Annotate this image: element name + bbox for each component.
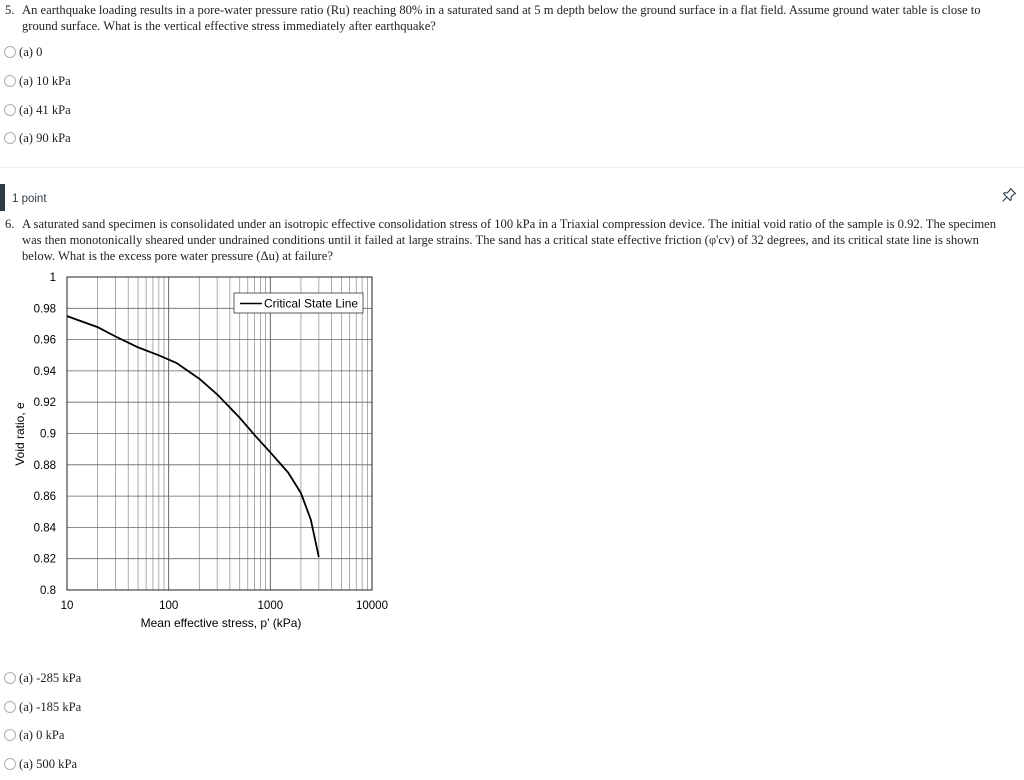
y-tick-label: 0.9 bbox=[40, 428, 56, 441]
question-6-text bbox=[5, 216, 1010, 264]
x-tick-label: 100 bbox=[159, 600, 179, 612]
radio-button[interactable] bbox=[4, 701, 16, 713]
radio-button[interactable] bbox=[4, 132, 16, 144]
q5-option-4[interactable] bbox=[4, 130, 71, 146]
chart-legend bbox=[234, 293, 363, 313]
y-tick-label: 0.82 bbox=[33, 553, 56, 566]
chart-series bbox=[67, 316, 319, 557]
radio-button[interactable] bbox=[4, 758, 16, 770]
radio-button[interactable] bbox=[4, 104, 16, 116]
q5-option-3-label: (a) 41 kPa bbox=[19, 102, 71, 117]
q5-option-1-label: (a) 0 bbox=[19, 44, 43, 59]
critical-state-chart bbox=[0, 266, 420, 646]
q6-option-2-label: (a) -185 kPa bbox=[19, 699, 82, 714]
y-tick-label: 0.92 bbox=[33, 397, 56, 410]
q6-option-4-label: (a) 500 kPa bbox=[19, 756, 78, 771]
q6-option-4[interactable] bbox=[4, 756, 77, 772]
x-tick-label: 10 bbox=[60, 600, 74, 612]
question-6-points: 1 point bbox=[12, 193, 47, 205]
x-tick-labels bbox=[61, 600, 388, 612]
question-5-body: An earthquake loading results in a pore-water pressure ratio (Ru) reaching 80% in a saturated sand at 5 m depth below the ground surface in a flat field. Assume ground water table is close to ground surface. What is the vertical effective stress immediately after earthquake? bbox=[22, 3, 981, 33]
chart-grid bbox=[67, 277, 372, 590]
q6-option-3[interactable] bbox=[4, 727, 64, 743]
q5-option-1[interactable] bbox=[4, 44, 42, 60]
pin-icon[interactable] bbox=[1000, 186, 1018, 204]
q5-option-4-label: (a) 90 kPa bbox=[19, 130, 71, 145]
y-tick-label: 0.98 bbox=[33, 303, 56, 316]
radio-button[interactable] bbox=[4, 672, 16, 684]
x-tick-label: 10000 bbox=[356, 600, 388, 612]
y-tick-label: 0.86 bbox=[33, 491, 56, 504]
q6-option-2[interactable] bbox=[4, 699, 81, 715]
y-tick-label: 0.94 bbox=[33, 365, 56, 378]
question-6-marker bbox=[0, 184, 5, 211]
q5-option-2-label: (a) 10 kPa bbox=[19, 73, 71, 88]
q6-option-1[interactable] bbox=[4, 670, 81, 686]
x-tick-label: 1000 bbox=[257, 600, 284, 612]
y-tick-label: 1 bbox=[49, 272, 56, 284]
radio-button[interactable] bbox=[4, 46, 16, 58]
series-line-critical-state-line bbox=[67, 316, 319, 557]
question-divider bbox=[0, 167, 1024, 168]
q6-option-1-label: (a) -285 kPa bbox=[19, 670, 82, 685]
y-tick-label: 0.84 bbox=[33, 522, 56, 535]
q5-option-2[interactable] bbox=[4, 73, 71, 89]
q6-option-3-label: (a) 0 kPa bbox=[19, 727, 65, 742]
y-tick-label: 0.8 bbox=[40, 585, 56, 597]
y-tick-label: 0.88 bbox=[33, 459, 56, 472]
question-6-body: A saturated sand specimen is consolidated under an isotropic effective consolidation stress of 100 kPa in a Triaxial compression device. The initial void ratio of the sample is 0.92. The specimen was then monotonically sheared under undrained conditions until it failed at large strains. The sand has a critical state effective friction (φ'cv) of 32 degrees, and its critical state line is shown below. What is the excess pore water pressure (Δu) at failure? bbox=[22, 217, 997, 263]
y-axis-label: Void ratio, e bbox=[13, 402, 27, 466]
q5-option-3[interactable] bbox=[4, 102, 71, 118]
question-5-number: 5. bbox=[5, 3, 15, 17]
x-axis-label: Mean effective stress, p' (kPa) bbox=[140, 616, 302, 630]
y-tick-labels bbox=[34, 272, 57, 597]
question-5-text bbox=[5, 2, 1010, 34]
radio-button[interactable] bbox=[4, 75, 16, 87]
question-6-number: 6. bbox=[5, 217, 15, 231]
y-tick-label: 0.96 bbox=[33, 334, 56, 347]
radio-button[interactable] bbox=[4, 729, 16, 741]
legend-label-critical-state-line: Critical State Line bbox=[264, 296, 359, 311]
